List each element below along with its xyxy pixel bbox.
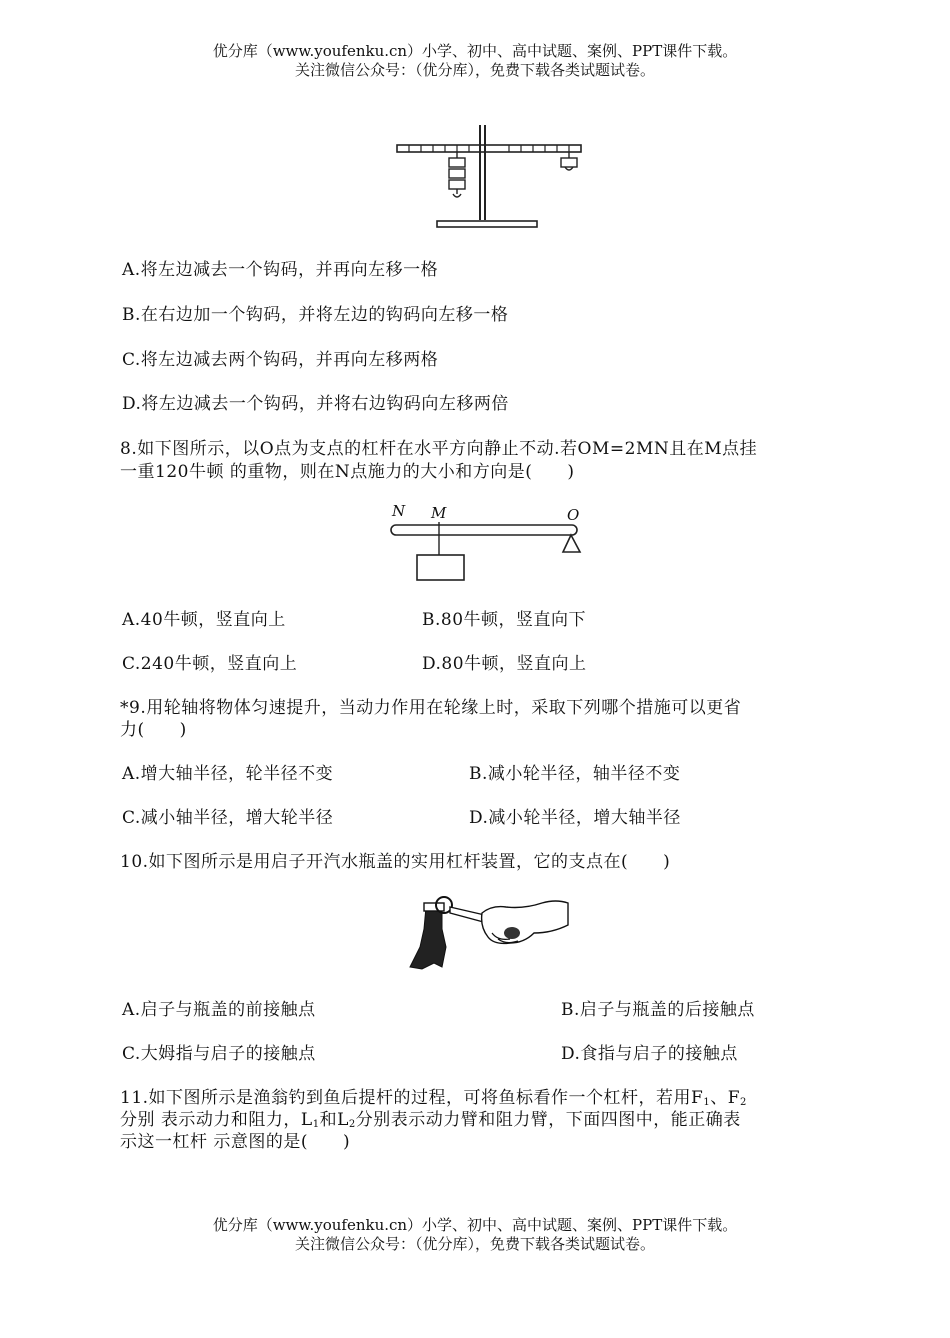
q9-option-b: B.减小轮半径，轴半径不变: [469, 764, 681, 784]
q9-stem-line-2: 力( ): [120, 720, 187, 740]
q11-stem-line-1: 11.如下图所示是渔翁钓到鱼后提杆的过程，可将鱼标看作一个杠杆，若用$F_1$、$F_2$: [120, 1088, 747, 1108]
q8-stem-line-2: 一重120牛顿 的重物，则在N点施力的大小和方向是( ): [120, 462, 575, 482]
q10-option-c: C.大姆指与启子的接触点: [122, 1044, 316, 1064]
q8-option-b: B.80牛顿，竖直向下: [422, 610, 587, 630]
q9-option-c: C.减小轴半径，增大轮半径: [122, 808, 334, 828]
q8-option-c: C.240牛顿，竖直向上: [122, 654, 298, 674]
q7-option-b: B.在右边加一个钩码，并将左边的钩码向左移一格: [122, 305, 509, 325]
label-m: M: [431, 504, 447, 522]
q10-option-d: D.食指与启子的接触点: [561, 1044, 738, 1064]
q7-option-d: D.将左边减去一个钩码，并将右边钩码向左移两倍: [122, 394, 509, 414]
q9-option-d: D.减小轮半径，增大轴半径: [469, 808, 681, 828]
q8-option-d: D.80牛顿，竖直向上: [422, 654, 587, 674]
q11-stem-line-3: 示这一杠杆 示意图的是( ): [120, 1132, 351, 1152]
header-line-2: 关注微信公众号：（优分库），免费下载各类试题试卷。: [294, 61, 655, 79]
footer-line-1: 优分库（www.youfenku.cn）小学、初中、高中试题、案例、PPT课件下载。: [212, 1216, 738, 1234]
label-o: O: [567, 506, 580, 524]
q10-option-a: A.启子与瓶盖的前接触点: [122, 1000, 316, 1020]
q8-option-a: A.40牛顿，竖直向上: [122, 610, 286, 630]
q9-stem-line-1: *9.用轮轴将物体匀速提升，当动力作用在轮缘上时，采取下列哪个措施可以更省: [120, 698, 742, 718]
q10-option-b: B.启子与瓶盖的后接触点: [561, 1000, 755, 1020]
q7-option-a: A.将左边减去一个钩码，并再向左移一格: [122, 260, 439, 280]
q7-option-c: C.将左边减去两个钩码，并再向左移两格: [122, 350, 439, 370]
q10-stem: 10.如下图所示是用启子开汽水瓶盖的实用杠杆装置，它的支点在( ): [120, 852, 671, 872]
q8-stem-line-1: 8.如下图所示，以O点为支点的杠杆在水平方向静止不动.若OM=2MN且在M点挂: [120, 439, 758, 459]
footer-line-2: 关注微信公众号：（优分库），免费下载各类试题试卷。: [294, 1235, 655, 1253]
header-line-1: 优分库（www.youfenku.cn）小学、初中、高中试题、案例、PPT课件下载。: [212, 42, 738, 60]
q9-option-a: A.增大轴半径，轮半径不变: [122, 764, 334, 784]
lever-nmo-figure: [388, 500, 588, 584]
label-n: N: [392, 502, 406, 520]
bottle-opener-figure: [402, 893, 572, 973]
q11-stem-line-2: 分别 表示动力和阻力，$L_1$和$L_2$分别表示动力臂和阻力臂，下面四图中，能正确表: [120, 1110, 741, 1130]
lever-balance-figure: [395, 122, 585, 230]
